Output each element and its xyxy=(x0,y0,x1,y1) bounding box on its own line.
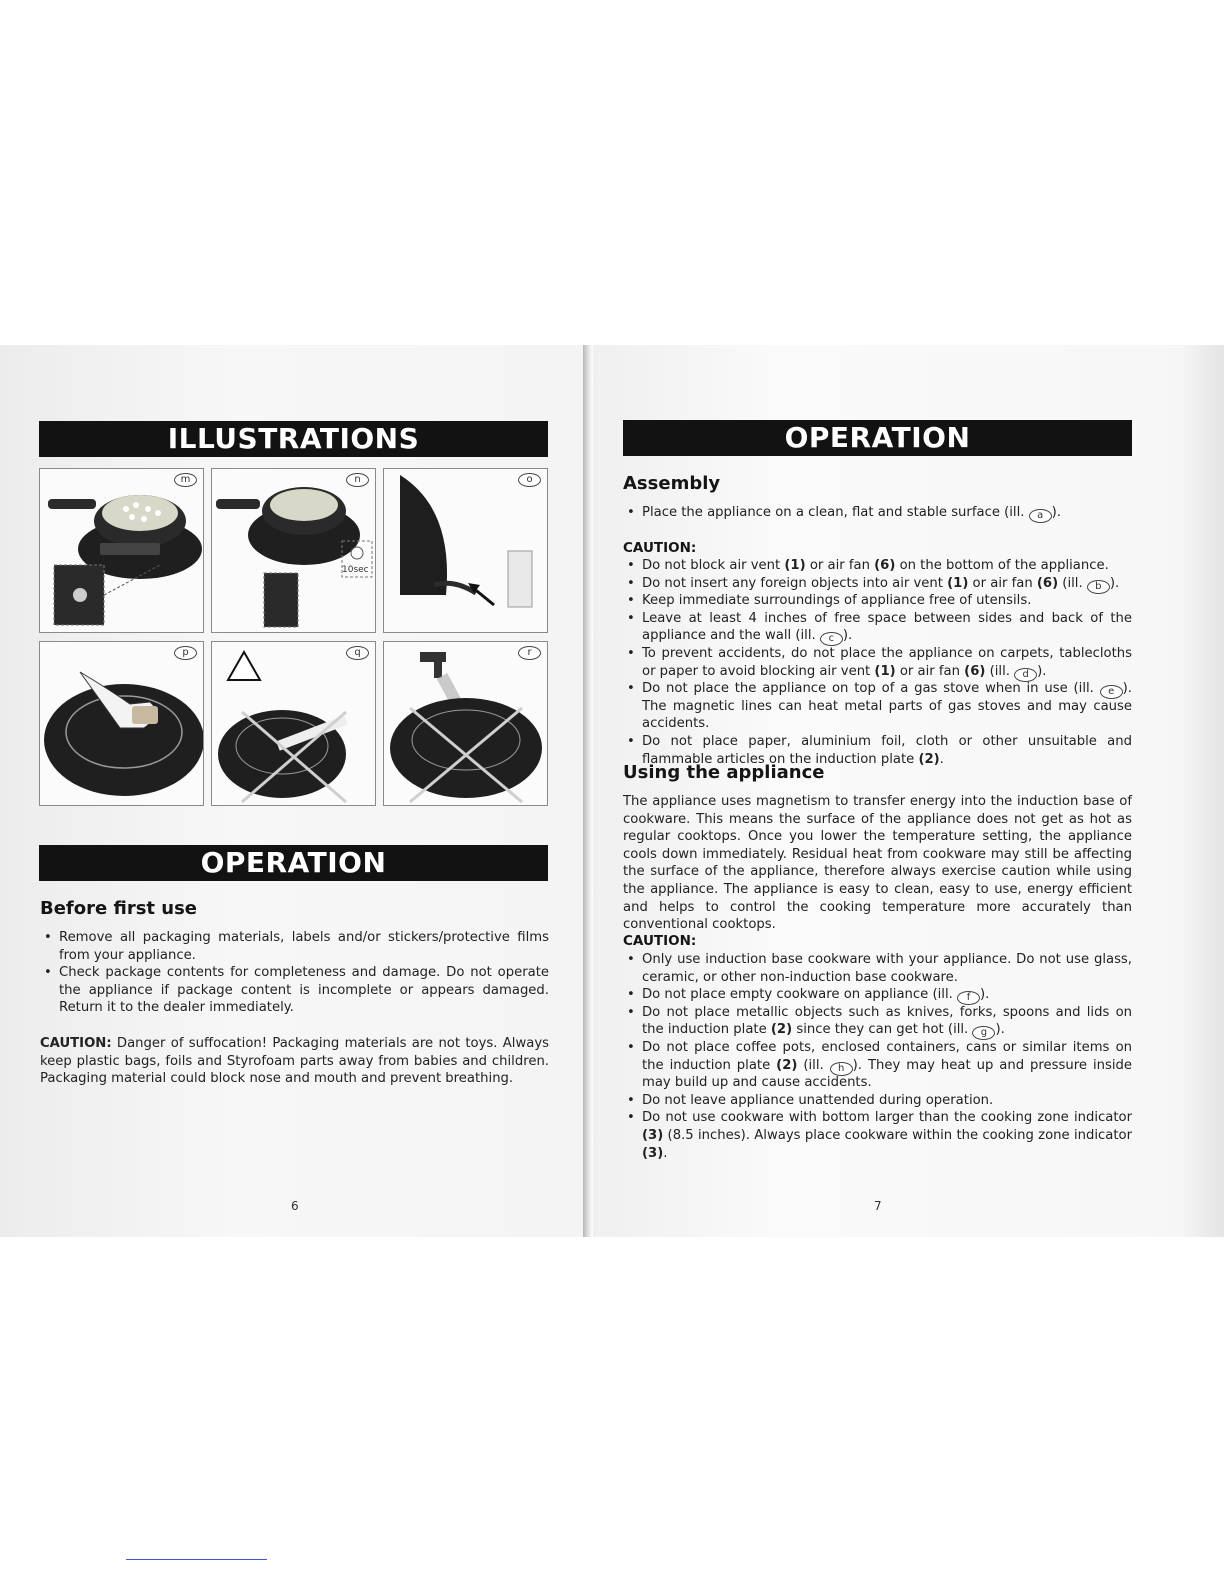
illustration-panel-m xyxy=(39,468,204,633)
illustration-label-o: o xyxy=(518,473,541,487)
assembly-list xyxy=(623,504,1132,522)
suffocation-caution xyxy=(40,1035,549,1088)
ill-ref-h: h xyxy=(830,1062,853,1076)
using-appliance-paragraph: The appliance uses magnetism to transfer energy into the induction base of cookware. This means the surface of the appliance does not get as hot as regular cooktops. Once you lower the temperature setting, the appliance cools down immediately. Residual heat from cookware may still be affecting the surface of the appliance, therefore always exercise caution while using the appliance. The appliance is easy to clean, easy to use, energy efficient and helps to control the cooking temperature more accurately than conventional cooktops. xyxy=(623,794,1132,933)
list-item: • Do not use cookware with bottom larger than the cooking zone indicator (3) (8.5 inches). Always place cookware within the cooking zone indicator (3). xyxy=(623,1109,1132,1162)
illustrations-banner: ILLUSTRATIONS xyxy=(39,421,548,457)
assembly-heading: Assembly xyxy=(623,473,721,494)
no-water-illustration xyxy=(384,642,548,806)
cooktop-timer-illustration xyxy=(212,469,376,633)
wipe-cooktop-illustration xyxy=(40,642,204,806)
link-underline[interactable] xyxy=(126,1559,267,1560)
ill-ref-f: f xyxy=(957,991,980,1005)
illustration-panel-q xyxy=(211,641,376,806)
before-first-use-heading: Before first use xyxy=(40,898,198,919)
illustration-panel-p xyxy=(39,641,204,806)
before-first-use-list xyxy=(40,929,549,1017)
list-item: • To prevent accidents, do not place the appliance on carpets, tablecloths or paper to avoid blocking air vent (1) or air fan (6) (ill. d ). xyxy=(623,645,1132,680)
ill-ref-d: d xyxy=(1014,668,1037,682)
ill-ref-c: c xyxy=(820,632,843,646)
list-item: • Leave at least 4 inches of free space between sides and back of the appliance and the wall (ill. c ). xyxy=(623,610,1132,645)
list-item: • Do not place empty cookware on appliance (ill. f ). xyxy=(623,986,1132,1004)
list-item: • Remove all packaging materials, labels and/or stickers/protective films from your appliance. xyxy=(40,929,549,964)
list-item: • Check package contents for completeness and damage. Do not operate the appliance if package content is incomplete or appears damaged. Return it to the dealer immediately. xyxy=(40,964,549,1017)
operation-banner-right: OPERATION xyxy=(623,420,1132,456)
list-item: • Do not place the appliance on top of a gas stove when in use (ill. e ). The magnetic lines can heat metal parts of gas stoves and may cause accidents. xyxy=(623,680,1132,733)
page-edge-shadow xyxy=(1184,345,1224,1237)
illustration-panel-n xyxy=(211,468,376,633)
list-item: • Do not place coffee pots, enclosed containers, cans or similar items on the induction plate (2) (ill. h ). They may heat up and pressure inside may build up and cause accidents. xyxy=(623,1039,1132,1092)
operation-banner-left: OPERATION xyxy=(39,845,548,881)
illustration-label-n: n xyxy=(346,473,369,487)
list-item: • Do not leave appliance unattended during operation. xyxy=(623,1092,1132,1110)
ill-ref-a: a xyxy=(1029,509,1052,523)
list-item: • Do not place paper, aluminium foil, cloth or other unsuitable and flammable articles on the induction plate (2). xyxy=(623,733,1132,768)
unplug-illustration xyxy=(384,469,548,633)
illustration-label-m: m xyxy=(174,473,197,487)
hot-surface-illustration xyxy=(212,642,376,806)
illustration-panel-o xyxy=(383,468,548,633)
timer-label: 10sec xyxy=(342,565,369,575)
ill-ref-g: g xyxy=(972,1026,995,1040)
page-number-left: 6 xyxy=(291,1199,299,1213)
ill-ref-b: b xyxy=(1087,580,1110,594)
list-item: • Do not place metallic objects such as knives, forks, spoons and lids on the induction plate (2) since they can get hot (ill. g ). xyxy=(623,1004,1132,1039)
illustration-label-r: r xyxy=(518,646,541,660)
illustration-panel-r xyxy=(383,641,548,806)
list-item: • Do not block air vent (1) or air fan (6) on the bottom of the appliance. xyxy=(623,557,1132,575)
using-caution-label: CAUTION: xyxy=(623,933,697,949)
caution-label: CAUTION: xyxy=(40,1036,112,1051)
list-item: • Place the appliance on a clean, flat and stable surface (ill. a ). xyxy=(623,504,1132,522)
cooktop-with-pan-illustration xyxy=(40,469,204,633)
using-caution-list xyxy=(623,951,1132,1162)
book-spine xyxy=(583,345,593,1237)
illustration-label-q: q xyxy=(346,646,369,660)
using-appliance-heading: Using the appliance xyxy=(623,762,825,783)
list-item: • Keep immediate surroundings of appliance free of utensils. xyxy=(623,592,1132,610)
page-number-right: 7 xyxy=(874,1199,882,1213)
illustration-label-p: p xyxy=(174,646,197,660)
caution-text: Danger of suffocation! Packaging materials are not toys. Always keep plastic bags, foils and Styrofoam parts away from babies and children. Packaging material could block nose and mouth and prevent breathing. xyxy=(40,1036,549,1087)
ill-ref-e: e xyxy=(1100,685,1123,699)
list-item: • Do not insert any foreign objects into air vent (1) or air fan (6) (ill. b ). xyxy=(623,575,1132,593)
assembly-caution-label: CAUTION: xyxy=(623,540,697,556)
assembly-caution-list xyxy=(623,557,1132,768)
list-item: • Only use induction base cookware with your appliance. Do not use glass, ceramic, or other non-induction base cookware. xyxy=(623,951,1132,986)
